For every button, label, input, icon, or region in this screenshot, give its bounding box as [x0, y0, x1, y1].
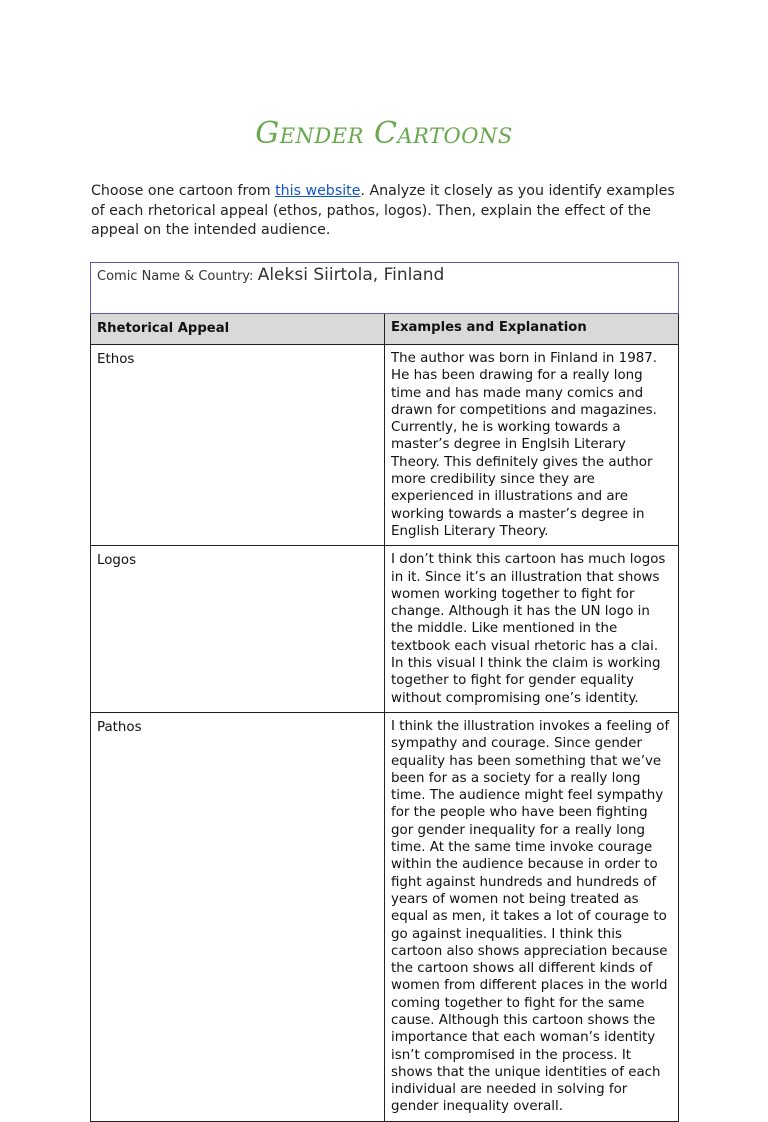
comic-name-value: Aleksi Siirtola, Finland	[257, 265, 445, 285]
appeal-name: Logos	[91, 546, 385, 713]
appeal-explanation: I think the illustration invokes a feeling of sympathy and courage. Since gender equality has been something that we’ve been for as a society for a really long time. The audience might feel sympathy for the people who have been fighting gor gender inequality for a really long time. At the same time invoke courage within the audience because in order to fight against hundreds and hundreds of years of women not being treated as equal as men, it takes a lot of courage to go against inequalities. I think this cartoon also shows appreciation because the cartoon shows all different kinds of women from different places in the world coming together to fight for the same cause. Although this cartoon shows the importance that each woman’s identity isn’t compromised in the process. It shows that the unique identities of each individual are needed in solving for gender inequality overall.	[385, 712, 679, 1121]
intro-text-start: Choose one cartoon from	[91, 183, 276, 199]
page-title: Gender Cartoons	[255, 116, 513, 151]
rhetorical-appeals-table	[90, 262, 679, 1122]
appeal-explanation: The author was born in Finland in 1987. He has been drawing for a really long time and has made many comics and drawn for competitions and magazines. Currently, he is working towards a master’s degree in Englsih Literary Theory. This definitely gives the author more credibility since they are experienced in illustrations and are working towards a master’s degree in English Literary Theory.	[385, 345, 679, 546]
table-row-logos	[91, 546, 679, 713]
comic-name-cell	[91, 263, 679, 314]
header-examples-explanation: Examples and Explanation	[385, 314, 679, 345]
table-row-ethos	[91, 345, 679, 546]
comic-name-label: Comic Name & Country:	[97, 269, 254, 284]
appeal-explanation: I don’t think this cartoon has much logos in it. Since it’s an illustration that shows women working together to fight for change. Although it has the UN logo in the middle. Like mentioned in the textbook each visual rhetoric has a clai. In this visual I think the claim is working together to fight for gender equality without compromising one’s identity.	[385, 546, 679, 713]
intro-text-end: . Analyze it closely as you identify examples of each rhetorical appeal (ethos, pathos, logos). Then, explain the effect of the appeal on the intended audience.	[91, 183, 675, 238]
table-row-pathos	[91, 712, 679, 1121]
table-header-row	[91, 314, 679, 345]
appeal-name: Ethos	[91, 345, 385, 546]
intro-paragraph	[91, 182, 681, 241]
comic-row	[91, 263, 679, 314]
website-link[interactable]: this website	[275, 183, 361, 199]
appeal-name: Pathos	[91, 712, 385, 1121]
header-rhetorical-appeal: Rhetorical Appeal	[91, 314, 385, 345]
